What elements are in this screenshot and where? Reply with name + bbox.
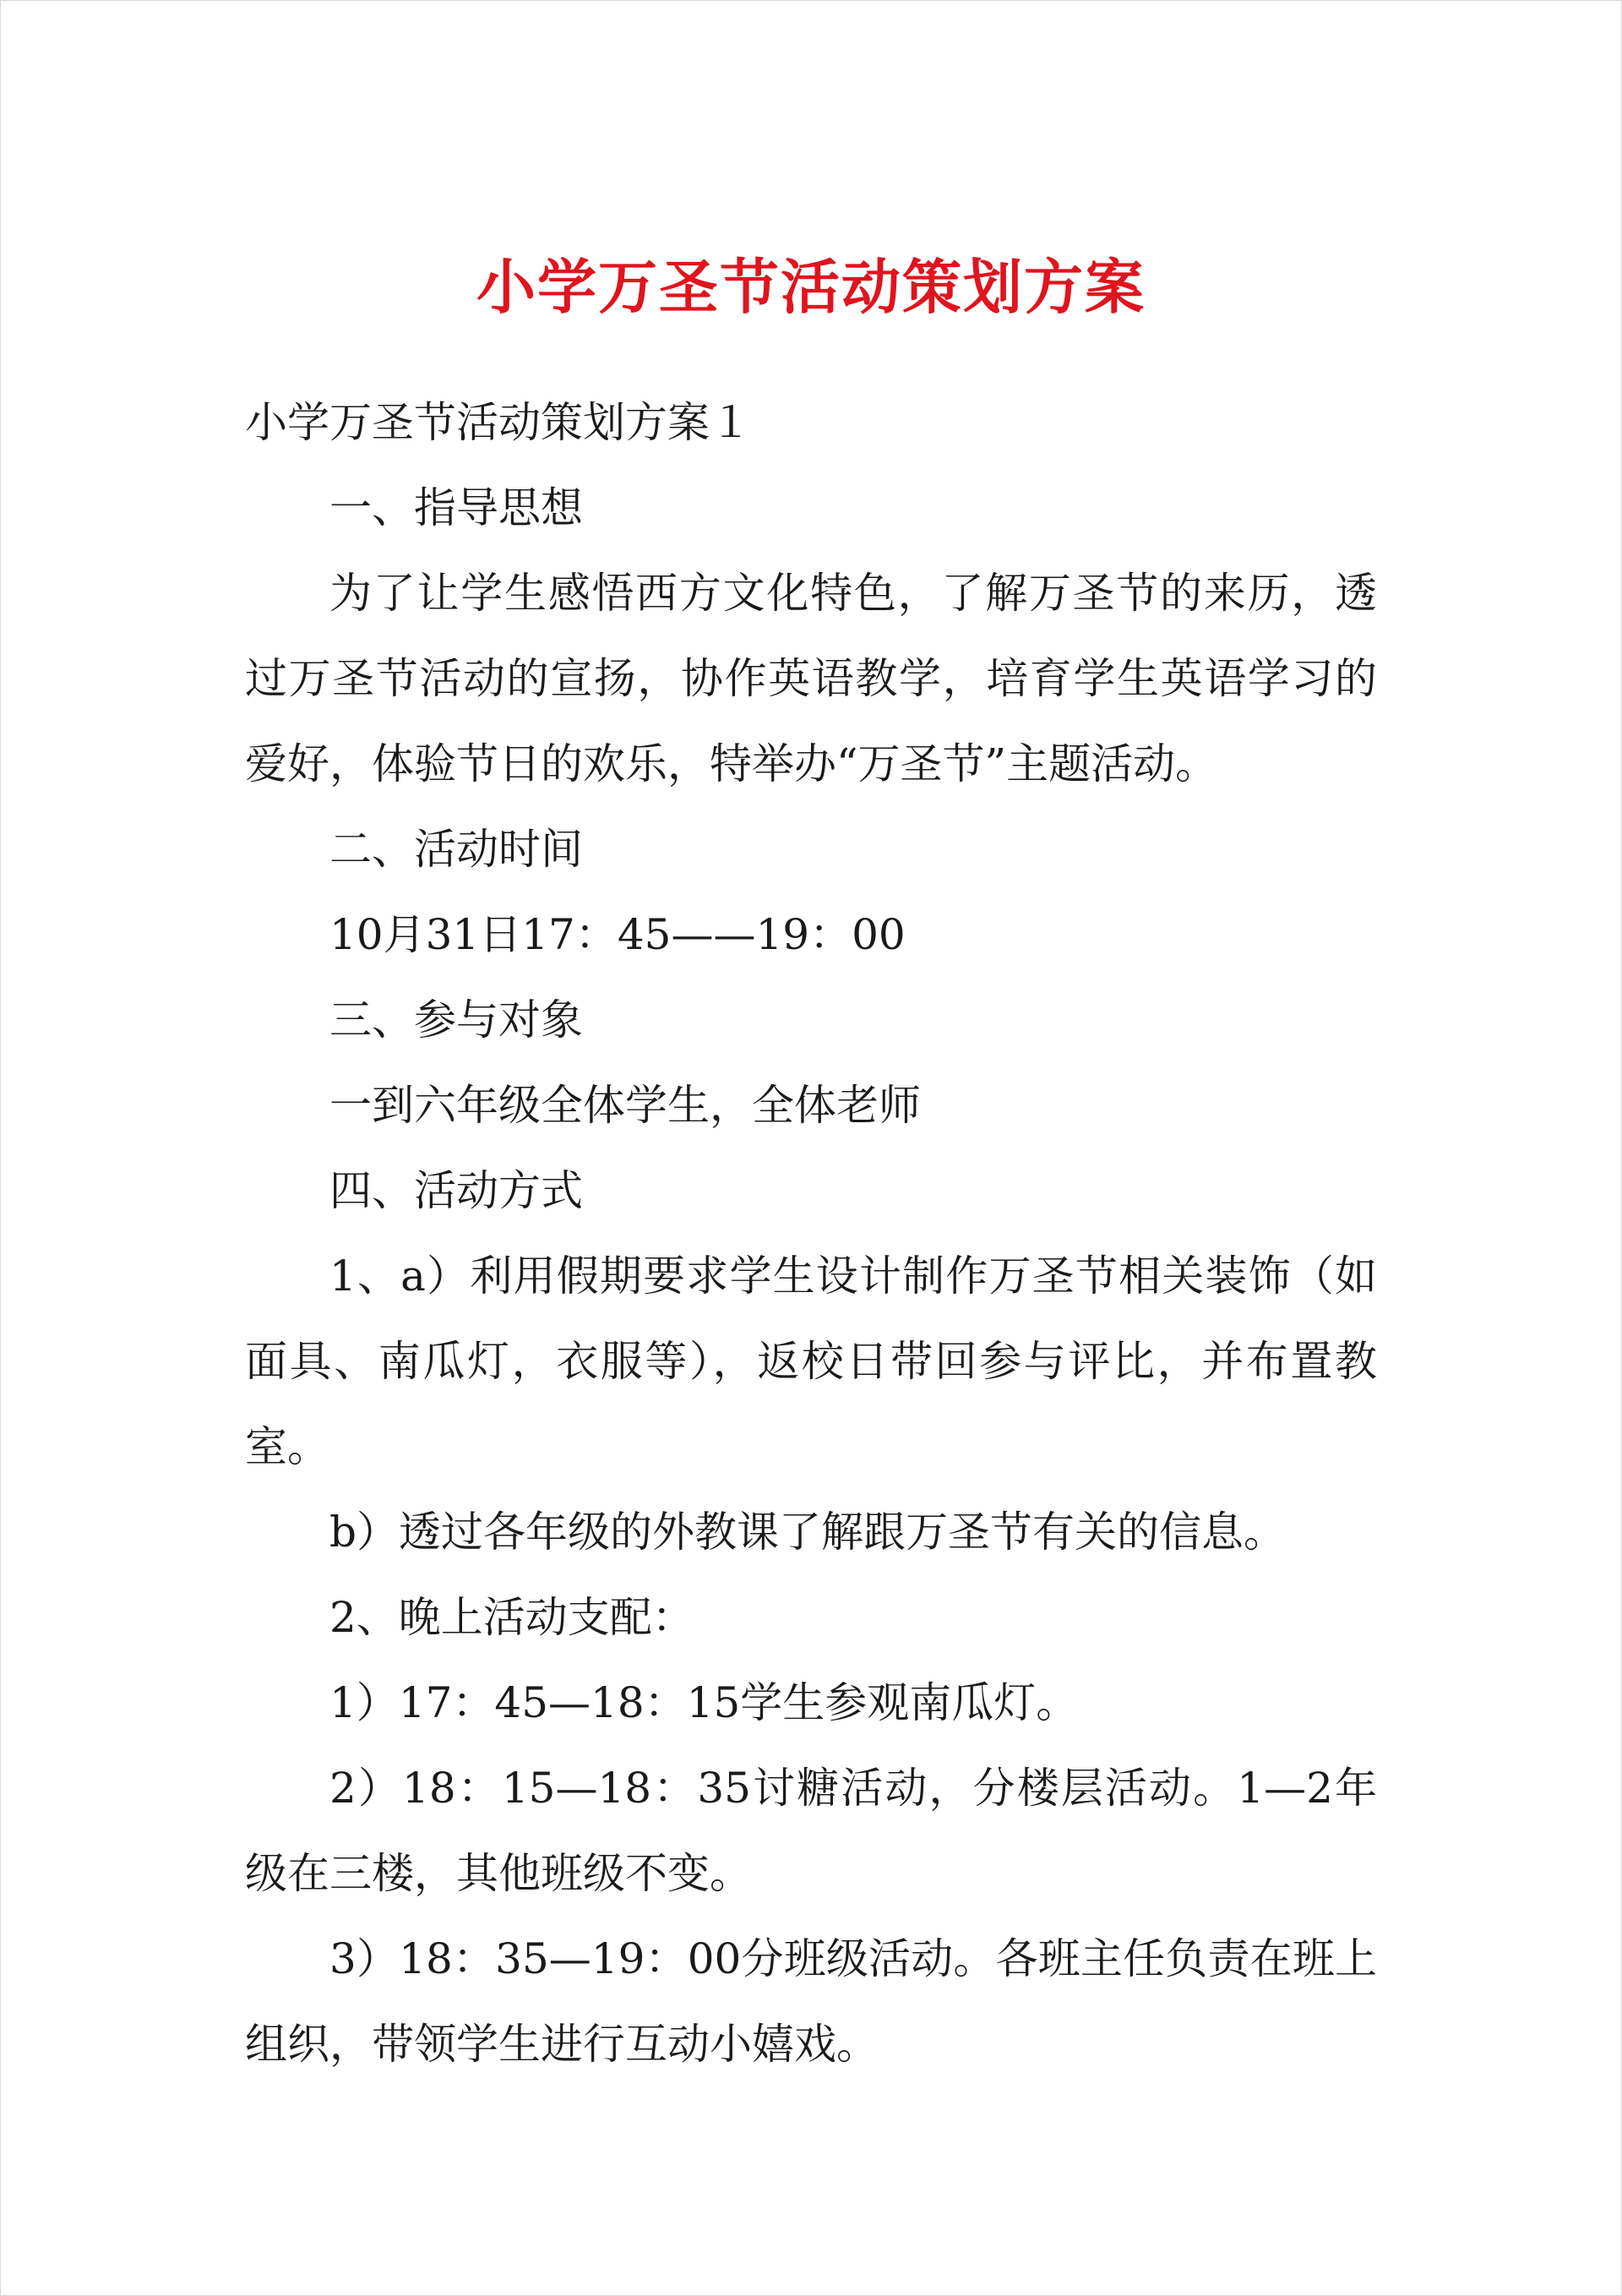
paragraph-format-1a: 1、a）利用假期要求学生设计制作万圣节相关装饰（如面具、南瓜灯，衣服等），返校日带回参与评比，并布置教室。 <box>245 1252 1377 1471</box>
document-title: 小学万圣节活动策划方案 <box>476 252 1146 322</box>
heading-activity-time: 二、活动时间 <box>329 825 583 874</box>
heading-activity-format: 四、活动方式 <box>329 1166 583 1215</box>
list-item-schedule-2: 2）18：15—18：35讨糖活动，分楼层活动。1—2年级在三楼，其他班级不变。 <box>245 1764 1377 1898</box>
paragraph-guiding-ideology: 为了让学生感悟西方文化特色，了解万圣节的来历，透过万圣节活动的宣扬，协作英语教学，培育学生英语学习的爱好，体验节日的欢乐，特举办“万圣节”主题活动。 <box>245 569 1377 788</box>
paragraph-evening-arrangement: 2、晚上活动支配： <box>329 1593 694 1642</box>
heading-participants: 三、参与对象 <box>329 995 583 1044</box>
paragraph-participants: 一到六年级全体学生，全体老师 <box>329 1081 921 1130</box>
document-body <box>245 245 1377 2087</box>
list-item-schedule-1: 1）17：45—18：15学生参观南瓜灯。 <box>329 1678 1079 1727</box>
heading-guiding-ideology: 一、指导思想 <box>329 483 583 532</box>
paragraph-activity-time: 10月31日17：45——19：00 <box>329 910 906 959</box>
section-heading: 小学万圣节活动策划方案１ <box>245 398 752 447</box>
list-item-schedule-3: 3）18：35—19：00分班级活动。各班主任负责在班上组织，带领学生进行互动小嬉戏。 <box>245 1934 1377 2069</box>
paragraph-format-1b: b）透过各年级的外教课了解跟万圣节有关的信息。 <box>329 1508 1287 1557</box>
